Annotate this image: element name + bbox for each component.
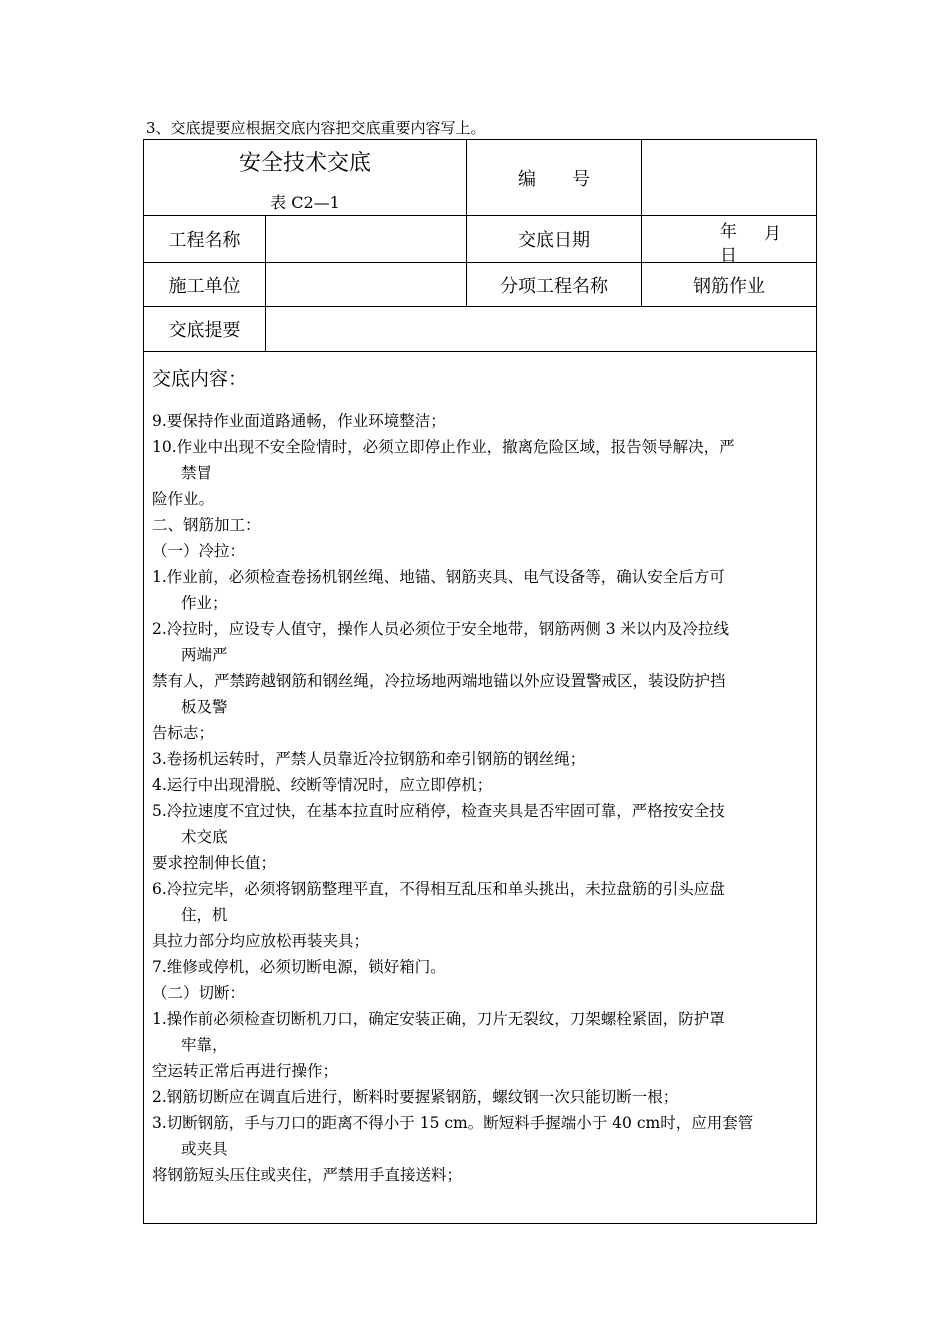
number-label: 编 号	[518, 168, 590, 190]
content-line: 告标志；	[152, 724, 215, 742]
summary-field[interactable]	[266, 307, 816, 351]
content-line: 禁有人，严禁跨越钢筋和钢丝绳，冷拉场地两端地锚以外应设置警戒区，装设防护挡	[152, 672, 726, 690]
content-line: 住，机	[181, 906, 228, 924]
content-line: 6.冷拉完毕，必须将钢筋整理平直，不得相互乱压和单头挑出，未拉盘筋的引头应盘	[152, 880, 725, 898]
safety-disclosure-form	[143, 139, 817, 1224]
content-line: 术交底	[181, 828, 228, 846]
project-name-field[interactable]	[266, 216, 466, 262]
content-line: 7.维修或停机，必须切断电源，锁好箱门。	[152, 958, 446, 976]
content-line: 9.要保持作业面道路通畅，作业环境整洁；	[152, 412, 446, 430]
content-line: 3.卷扬机运转时，严禁人员靠近冷拉钢筋和牵引钢筋的钢丝绳；	[152, 750, 586, 768]
content-line: 1.作业前，必须检查卷扬机钢丝绳、地锚、钢筋夹具、电气设备等，确认安全后方可	[152, 568, 725, 586]
content-line: 3.切断钢筋，手与刀口的距离不得小于 15 cm。断短料手握端小于 40 cm时，应用套管	[152, 1114, 754, 1132]
subitem-label: 分项工程名称	[500, 275, 608, 297]
content-line: 或夹具	[181, 1140, 228, 1158]
content-line: 4.运行中出现滑脱、绞断等情况时，应立即停机；	[152, 776, 493, 794]
content-line: 板及警	[181, 698, 228, 716]
content-line: 两端严	[181, 646, 228, 664]
contractor-label: 施工单位	[168, 275, 241, 297]
date-month: 月	[764, 224, 781, 244]
date-field[interactable]	[642, 216, 817, 266]
subitem-field[interactable]: 钢筋作业	[693, 275, 765, 297]
content-line: （二）切断：	[152, 984, 246, 1002]
content-line: 5.冷拉速度不宜过快，在基本拉直时应稍停，检查夹具是否牢固可靠，严格按安全技	[152, 802, 725, 820]
content-line: 2.冷拉时，应设专人值守，操作人员必须位于安全地带，钢筋两侧 3 米以内及冷拉线	[152, 620, 730, 638]
content-line: 作业；	[181, 594, 228, 612]
content-line: 空运转正常后再进行操作；	[152, 1062, 339, 1080]
project-name-label: 工程名称	[168, 230, 241, 251]
content-line: 具拉力部分均应放松再装夹具；	[152, 932, 370, 950]
date-year: 年	[720, 222, 737, 242]
top-note: 3、交底提要应根据交底内容把交底重要内容写上。	[146, 119, 486, 137]
contractor-field[interactable]	[266, 263, 466, 306]
content-line: 禁冒	[181, 464, 213, 482]
summary-label: 交底提要	[168, 320, 241, 341]
form-title: 安全技术交底	[238, 151, 371, 176]
content-line: 要求控制伸长值；	[152, 854, 277, 872]
content-line: 险作业。	[152, 490, 215, 508]
date-day: 日	[720, 246, 737, 266]
content-lines	[152, 408, 812, 1188]
form-code: 表 C2—1	[270, 193, 340, 212]
content-line: 牢靠，	[181, 1036, 228, 1054]
content-line: 将钢筋短头压住或夹住，严禁用手直接送料；	[152, 1166, 463, 1184]
content-line: 2.钢筋切断应在调直后进行，断料时要握紧钢筋，螺纹钢一次只能切断一根；	[152, 1088, 679, 1106]
content-heading: 交底内容：	[152, 368, 248, 390]
content-line: 1.操作前必须检查切断机刀口，确定安装正确，刀片无裂纹，刀架螺栓紧固，防护罩	[152, 1010, 725, 1028]
content-line: （一）冷拉：	[152, 542, 246, 560]
content-line: 10.作业中出现不安全险情时，必须立即停止作业，撤离危险区域，报告领导解决，严	[152, 438, 735, 456]
row-divider-4	[144, 351, 816, 352]
number-field[interactable]	[642, 140, 816, 215]
content-line: 二、钢筋加工：	[152, 516, 261, 534]
date-label: 交底日期	[518, 230, 590, 251]
